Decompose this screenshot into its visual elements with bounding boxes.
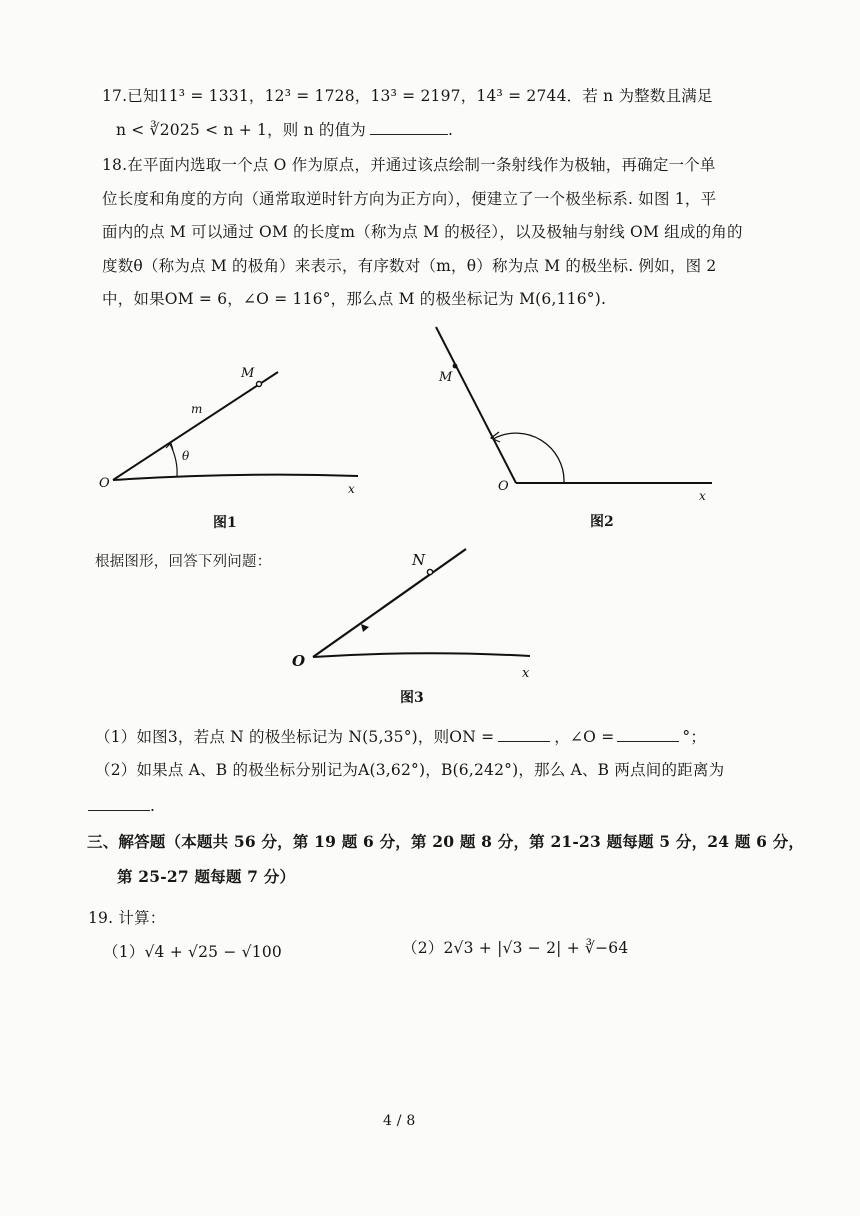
- q19-part-1: （1）√4 + √25 − √100: [103, 943, 282, 961]
- q17-condition-text: n < ∛2025 < n + 1，则 n 的值为: [116, 121, 367, 139]
- q17-period: .: [448, 121, 454, 139]
- section3-header-line-1: 三、解答题（本题共 56 分，第 19 题 6 分，第 20 题 8 分，第 21-23 题每题 5 分，24 题 6 分，: [87, 832, 805, 851]
- q18-sub2-period: .: [150, 797, 156, 815]
- fig3-caption: 图3: [400, 690, 424, 706]
- fig2-label-m: M: [439, 370, 453, 385]
- q17-line-1: 17.已知11³ = 1331，12³ = 1728，13³ = 2197，14³ = 2744．若 n 为整数且满足: [102, 87, 713, 105]
- fig3-label-o: O: [292, 652, 306, 670]
- q18-sub1-text-c: °；: [682, 728, 707, 746]
- fig2-caption: 图2: [590, 514, 614, 530]
- q18-sub1: [95, 725, 706, 747]
- q18-sub2: （2）如果点 A、B 的极坐标分别记为A(3,62°)，B(6,242°)，那么 A、B 两点间的距离为: [95, 761, 725, 779]
- fig1-label-x: x: [348, 482, 355, 496]
- fig3-point-n: [427, 569, 432, 574]
- q18-sub2-answer-blank[interactable]: [88, 795, 150, 811]
- q18-sub1-on-blank[interactable]: [498, 726, 550, 742]
- q18-line-2: 位长度和角度的方向（通常取逆时针方向为正方向），便建立了一个极坐标系. 如图 1，平: [102, 190, 717, 208]
- fig1-caption: 图1: [213, 515, 237, 531]
- fig1-label-m-length: m: [191, 402, 203, 416]
- q18-sub1-angle-blank[interactable]: [617, 726, 679, 742]
- q19-part-2: （2）2√3 + |√3 − 2| + ∛−64: [402, 939, 629, 957]
- fig1-label-m-point: M: [241, 366, 255, 381]
- fig3-polar-axis: [313, 653, 530, 657]
- q18-sub2-answer-line: [88, 795, 155, 815]
- q18-line-3: 面内的点 M 可以通过 OM 的长度m（称为点 M 的极径），以及极轴与射线 OM 组成的角的: [102, 223, 743, 241]
- fig3-label-n: N: [412, 551, 426, 569]
- fig1-label-theta: θ: [182, 449, 190, 463]
- q18-sub1-text-b: ，∠O =: [554, 728, 615, 746]
- page-number: 4 / 8: [383, 1113, 416, 1129]
- q18-prompt: 根据图形，回答下列问题：: [95, 554, 272, 570]
- fig3-ray-on: [313, 549, 466, 657]
- section3-header-line-2: 第 25-27 题每题 7 分）: [117, 867, 296, 886]
- fig3-label-x: x: [522, 666, 530, 681]
- q18-line-4: 度数θ（称为点 M 的极角）来表示，有序数对（m，θ）称为点 M 的极坐标. 例如，图 2: [102, 257, 717, 275]
- q18-sub1-text-a: （1）如图3，若点 N 的极坐标记为 N(5,35°)，则ON =: [95, 728, 495, 746]
- fig1-label-o: O: [99, 476, 110, 491]
- q19-title: 19. 计算：: [88, 909, 166, 927]
- q18-line-1: 18.在平面内选取一个点 O 作为原点，并通过该点绘制一条射线作为极轴，再确定一个单: [102, 156, 716, 174]
- q18-line-5: 中，如果OM = 6，∠O = 116°，那么点 M 的极坐标记为 M(6,116°).: [102, 290, 607, 308]
- fig3-direction-arrow: [361, 624, 369, 632]
- fig2-label-o: O: [498, 479, 509, 494]
- fig2-label-x: x: [699, 489, 706, 503]
